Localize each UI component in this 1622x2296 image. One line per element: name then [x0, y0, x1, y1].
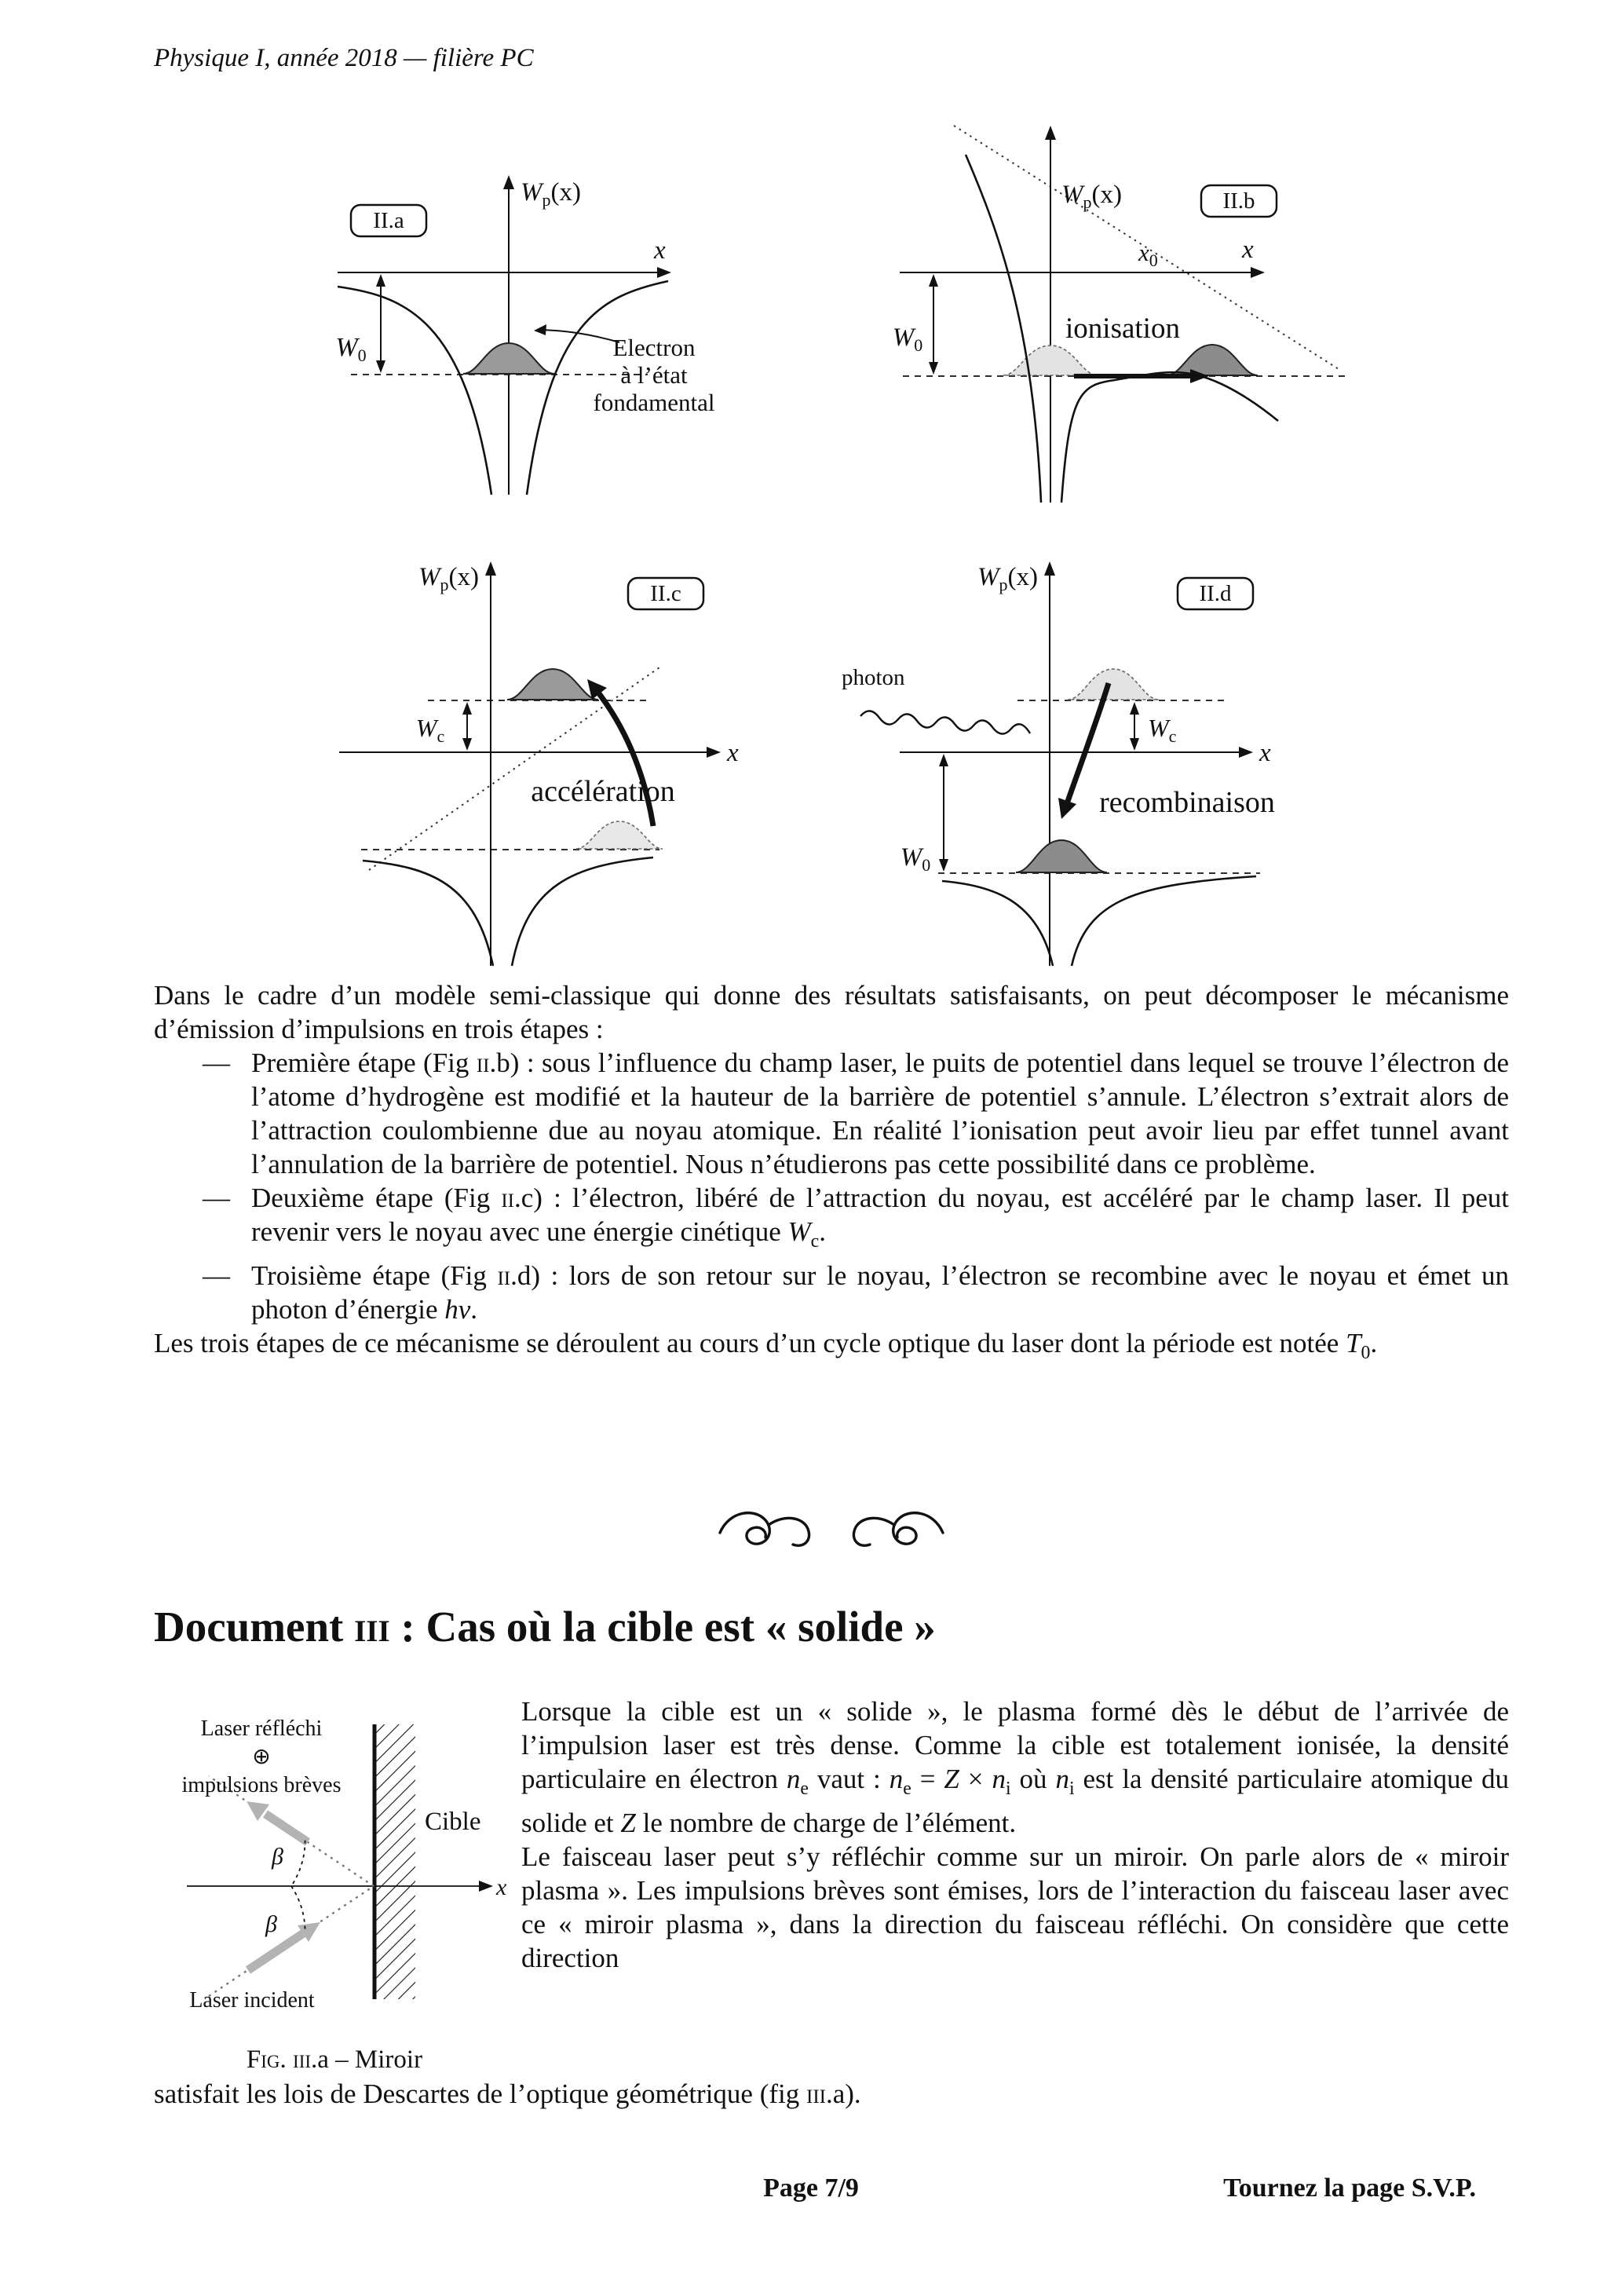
math-ni: n	[1055, 1764, 1069, 1794]
figure-reference: ii	[497, 1260, 511, 1291]
item-text: .	[470, 1294, 478, 1325]
step-item-1	[154, 1046, 1509, 1181]
document-iii-section	[154, 1695, 1509, 2111]
iid-wc-label: $W_c$	[1148, 714, 1177, 746]
figure-reference: ii	[501, 1183, 515, 1213]
figure-iib-ionisation	[879, 110, 1382, 510]
figure-iic-acceleration	[314, 542, 769, 974]
paragraph-text: où	[1010, 1764, 1056, 1794]
math-ni: n	[992, 1764, 1006, 1794]
item-dash: —	[203, 1260, 230, 1291]
iia-tag-label: II.a	[373, 208, 404, 233]
turn-page-note: Tournez la page S.V.P.	[1223, 2174, 1476, 2203]
closing-text: Les trois étapes de ce mécanisme se déroulent au cours d’un cycle optique du laser dont la période est notée	[154, 1328, 1346, 1358]
iib-escaping-wavepacket	[1167, 345, 1258, 375]
math-ne-sub: e	[800, 1779, 809, 1799]
heading-title: : Cas où la cible est « solide »	[400, 1603, 936, 1651]
item-dash: —	[203, 1047, 230, 1078]
iic-tag-box	[628, 578, 703, 609]
iic-coulomb-potential-curve	[363, 857, 653, 966]
iid-tag-label: II.d	[1199, 581, 1232, 606]
iid-recombined-wavepacket	[1016, 840, 1107, 872]
iia-x-axis-label: x	[654, 236, 666, 265]
iia-electron-annotation	[534, 324, 714, 416]
heading-numeral: iii	[354, 1603, 390, 1651]
math-ni-sub: i	[1069, 1779, 1075, 1799]
iic-acceleration-label: accélération	[531, 775, 675, 808]
paragraph-text: =	[911, 1764, 944, 1794]
x-axis	[187, 1881, 493, 1892]
iid-w0-label: $W_0$	[900, 843, 931, 875]
math-Wc-sub: c	[810, 1231, 820, 1252]
iic-y-axis-label: $W_p(x)$	[418, 563, 479, 594]
iia-w0-double-arrow	[376, 274, 385, 373]
iic-wavepacket-ghost	[576, 821, 663, 849]
paragraph-text: vaut :	[808, 1764, 890, 1794]
paragraph-text: le nombre de charge de l’élément.	[635, 1808, 1017, 1838]
math-Wc: W	[787, 1216, 811, 1247]
step-item-2	[154, 1181, 1509, 1259]
closing-paragraph	[154, 1326, 1509, 1370]
math-ne: n	[786, 1764, 801, 1794]
iib-w0-double-arrow	[929, 274, 938, 375]
intro-paragraph: Dans le cadre d’un modèle semi-classique qui donne des résultats satisfaisants, on peut décomposer le mécanisme d’émission d’impulsions en trois étapes :	[154, 980, 1509, 1044]
incident-beam-arrow	[248, 1922, 320, 1970]
figure-reference: ii	[476, 1047, 490, 1078]
target-hatching	[374, 1724, 415, 1999]
item-text: .	[819, 1216, 826, 1247]
item-text: .c) : l’électron, libéré de l’attraction du noyau, est accéléré par le champ laser. Il peut revenir vers le noyau avec une énergie cinétique	[251, 1183, 1509, 1247]
iic-tag-label: II.c	[650, 581, 681, 606]
reflected-beam-arrow	[247, 1801, 308, 1842]
iib-w0-label: $W_0$	[892, 324, 923, 355]
figure-iia-potential-well	[302, 161, 758, 499]
iic-x-axis-label: x	[727, 739, 739, 767]
iid-x-axis-label: x	[1259, 739, 1271, 767]
math-T0: T	[1346, 1328, 1361, 1358]
item-text: .d) : lors de son retour sur le noyau, l’électron se recombine avec le noyau et émet un photon d’énergie	[251, 1260, 1510, 1325]
paragraph-text: Lorsque la cible est un « solide », le plasma formé dès le début de l’arrivée de l’impulsion laser est très dense. Comme la cible est totalement ionisée, la densité particulaire en électron	[521, 1696, 1509, 1794]
course-header: Physique I, année 2018 — filière PC	[154, 44, 534, 72]
paragraph-text: .a).	[825, 2078, 861, 2109]
iia-electron-wavepacket	[463, 343, 554, 374]
figure-iiia-miroir	[154, 1695, 515, 2040]
iid-photon-wave	[860, 711, 1030, 733]
polarization-oplus-symbol: ⊕	[252, 1745, 271, 1769]
iid-photon-label: photon	[842, 665, 905, 690]
iid-w0-double-arrow	[939, 754, 948, 872]
section-divider-ornament	[714, 1501, 949, 1553]
iia-electron-caption-line2: à l’état	[620, 361, 688, 389]
beta-lower-label: β	[265, 1911, 277, 1937]
figure-reference: iii	[806, 2078, 826, 2109]
iib-y-axis-label: $W_p(x)$	[1061, 181, 1122, 212]
iic-wc-double-arrow	[462, 702, 472, 751]
item-text: .b) : sous l’influence du champ laser, le puits de potentiel dans lequel se trouve l’électron de l’atome d’hydrogène est modifié et la hauteur de la barrière de potentiel s’annule. L’électron s’extrait alors de l’attraction coulombienne due au noyau atomique. En réalité l’ionisation peut avoir lieu par effet tunnel avant l’annulation de la barrière de potentiel. Nous n’étudierons pas cette possibilité dans ce problème.	[251, 1047, 1509, 1179]
math-T0-sub: 0	[1361, 1343, 1371, 1363]
iia-coulomb-potential-curve	[338, 281, 668, 495]
iib-x-axis-label: x	[1242, 236, 1254, 264]
reflected-angle-arc	[291, 1841, 305, 1886]
iia-annotation-arrowhead	[534, 324, 546, 335]
section-divider	[154, 1501, 1509, 1557]
doc3-paragraph-2: Le faisceau laser peut s’y réfléchir comme sur un miroir. On parle alors de « miroir plasma ». Les impulsions brèves sont émises, lors de l’interaction du faisceau laser avec ce « miroir plasma », dans la direction du faisceau réfléchi. On considère que cette direction	[521, 1841, 1509, 1973]
iia-y-axis-label: $W_p(x)$	[521, 178, 581, 210]
iib-initial-wavepacket-ghost	[1003, 345, 1098, 375]
figure-iiia	[154, 1695, 515, 2077]
caption-label: Fig. iii	[246, 2046, 312, 2074]
iia-tag-box	[351, 205, 426, 236]
math-ne-sub: e	[903, 1779, 911, 1799]
paragraph-text: est la densité particulaire atomique du solide et	[521, 1764, 1510, 1838]
iid-wc-double-arrow	[1130, 702, 1139, 751]
item-text: Troisième étape (Fig	[251, 1260, 498, 1291]
iia-electron-caption-line1: Electron	[612, 334, 696, 361]
iid-y-axis-label: $W_p(x)$	[977, 563, 1038, 594]
heading-word: Document	[154, 1603, 344, 1651]
iid-wavepacket-ghost	[1068, 669, 1159, 700]
page-number: Page 7/9	[763, 2174, 859, 2203]
caption-title: .a – Miroir	[311, 2046, 423, 2074]
x-axis-label: x	[496, 1874, 507, 1900]
laser-reflechi-label: Laser réfléchi	[200, 1717, 323, 1741]
iid-tag-box	[1178, 578, 1253, 609]
iib-tag-box	[1201, 185, 1277, 217]
figure-iiia-caption	[154, 2043, 515, 2077]
figure-iid-recombinaison	[832, 542, 1350, 974]
mechanism-section	[154, 978, 1509, 1370]
impulsions-breves-label: impulsions brèves	[181, 1773, 342, 1797]
iic-returning-wavepacket	[507, 669, 598, 700]
iib-ionisation-label: ionisation	[1065, 313, 1180, 345]
cible-label: Cible	[425, 1808, 481, 1836]
laser-incident-label: Laser incident	[189, 1988, 315, 2013]
paragraph-text: ×	[959, 1764, 992, 1794]
beta-upper-label: β	[272, 1844, 283, 1870]
iid-recombinaison-label: recombinaison	[1099, 786, 1275, 819]
iib-x0-label: $x_0$	[1138, 239, 1158, 270]
math-Z: Z	[944, 1764, 959, 1794]
math-ne: n	[889, 1764, 904, 1794]
iid-axes	[900, 561, 1253, 966]
math-Z: Z	[620, 1808, 636, 1838]
iia-electron-caption-line3: fondamental	[593, 389, 715, 416]
iid-coulomb-potential-curve	[942, 876, 1256, 966]
iic-wc-label: $W_c$	[415, 714, 445, 746]
step-item-3	[154, 1259, 1509, 1326]
iib-tag-label: II.b	[1222, 188, 1255, 214]
item-text: Première étape (Fig	[251, 1047, 477, 1078]
paragraph-text: satisfait les lois de Descartes de l’optique géométrique (fig	[154, 2078, 806, 2109]
math-ni-sub: i	[1005, 1779, 1011, 1799]
item-text: Deuxième étape (Fig	[251, 1183, 502, 1213]
math-hnu: hν	[444, 1294, 471, 1325]
doc3-paragraph-3	[154, 2077, 1509, 2111]
iia-w0-label: $W_0$	[335, 333, 367, 365]
closing-text: .	[1370, 1328, 1378, 1358]
item-dash: —	[203, 1183, 230, 1213]
document-iii-heading	[154, 1602, 936, 1651]
iic-axes	[339, 561, 721, 966]
